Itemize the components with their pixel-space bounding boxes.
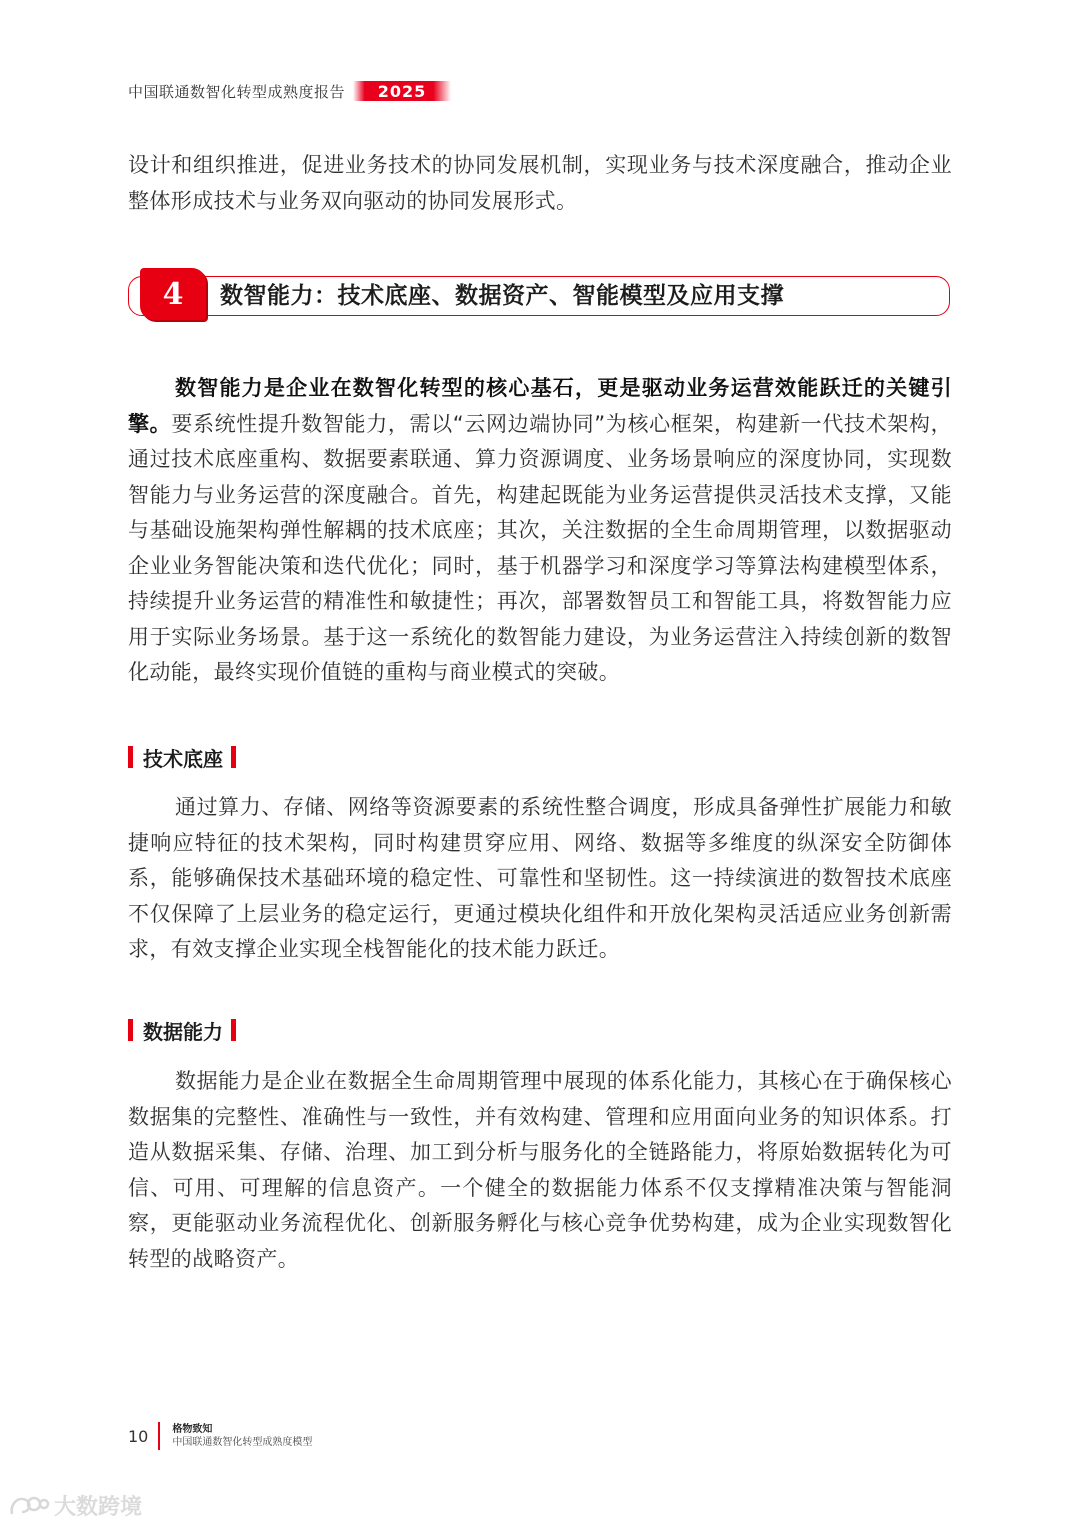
report-title: 中国联通数智化转型成熟度报告 (128, 82, 346, 101)
heading-bar-left (128, 1019, 133, 1041)
subsection-text-data: 数据能力是企业在数据全生命周期管理中展现的体系化能力，其核心在于确保核心数据集的完整性、准确性与一致性，并有效构建、管理和应用面向业务的知识体系。打造从数据采集、存储、治理、加工到分析与服务化的全链路能力，将原始数据转化为可信、可用、可理解的信息资产。一个健全的数据能力体系不仅支撑精准决策与智能洞察，更能驱动业务流程优化、创新服务孵化与核心竞争优势构建，成为企业实现数智化转型的战略资产。 (128, 1069, 952, 1271)
subsection-heading-data (128, 1016, 236, 1044)
subsection-label-data: 数据能力 (143, 1019, 223, 1044)
footer-line-1: 格物致知 (172, 1424, 213, 1435)
section-number-badge (140, 268, 206, 320)
subsection-label-tech: 技术底座 (143, 746, 223, 771)
page-number: 10 (128, 1426, 149, 1446)
year-label: 2025 (377, 81, 427, 101)
page-header (128, 80, 451, 102)
section-title: 数智能力：技术底座、数据资产、智能模型及应用支撑 (220, 283, 784, 309)
footer-separator (158, 1422, 160, 1450)
section-number: 4 (162, 276, 184, 312)
intro-paragraph: 设计和组织推进，促进业务技术的协同发展机制，实现业务与技术深度融合，推动企业整体形成技术与业务双向驱动的协同发展形式。 (128, 153, 952, 213)
footer-line-2: 中国联通数智化转型成熟度模型 (172, 1437, 313, 1448)
year-badge (353, 81, 451, 101)
main-paragraph-lead: 数智能力是企业在数智化转型的核心基石，更是驱动业务运营效能跃迁的关键引擎。 (128, 376, 952, 436)
main-paragraph (128, 371, 952, 691)
footer-text (172, 1423, 312, 1449)
heading-bar-right (231, 746, 236, 768)
watermark-text: 大数跨境 (54, 1495, 143, 1520)
subsection-heading-tech (128, 743, 236, 771)
watermark (8, 1490, 142, 1521)
heading-bar-left (128, 746, 133, 768)
watermark-logo-icon (8, 1492, 50, 1520)
subsection-text-tech: 通过算力、存储、网络等资源要素的系统性整合调度，形成具备弹性扩展能力和敏捷响应特征的技术架构，同时构建贯穿应用、网络、数据等多维度的纵深安全防御体系，能够确保技术基础环境的稳定性、可靠性和坚韧性。这一持续演进的数智技术底座不仅保障了上层业务的稳定运行，更通过模块化组件和开放化架构灵活适应业务创新需求，有效支撑企业实现全栈智能化的技术能力跃迁。 (128, 795, 952, 961)
section-heading (128, 268, 950, 320)
page-footer (128, 1422, 312, 1450)
main-paragraph-body: 要系统性提升数智能力，需以“云网边端协同”为核心框架，构建新一代技术架构，通过技术底座重构、数据要素联通、算力资源调度、业务场景响应的深度协同，实现数智能力与业务运营的深度融合。首先，构建起既能为业务运营提供灵活技术支撑，又能与基础设施架构弹性解耦的技术底座；其次，关注数据的全生命周期管理，以数据驱动企业业务智能决策和迭代优化；同时，基于机器学习和深度学习等算法构建模型体系，持续提升业务运营的精准性和敏捷性；再次，部署数智员工和智能工具，将数智能力应用于实际业务场景。基于这一系统化的数智能力建设，为业务运营注入持续创新的数智化动能，最终实现价值链的重构与商业模式的突破。 (128, 411, 952, 684)
heading-bar-right (231, 1019, 236, 1041)
